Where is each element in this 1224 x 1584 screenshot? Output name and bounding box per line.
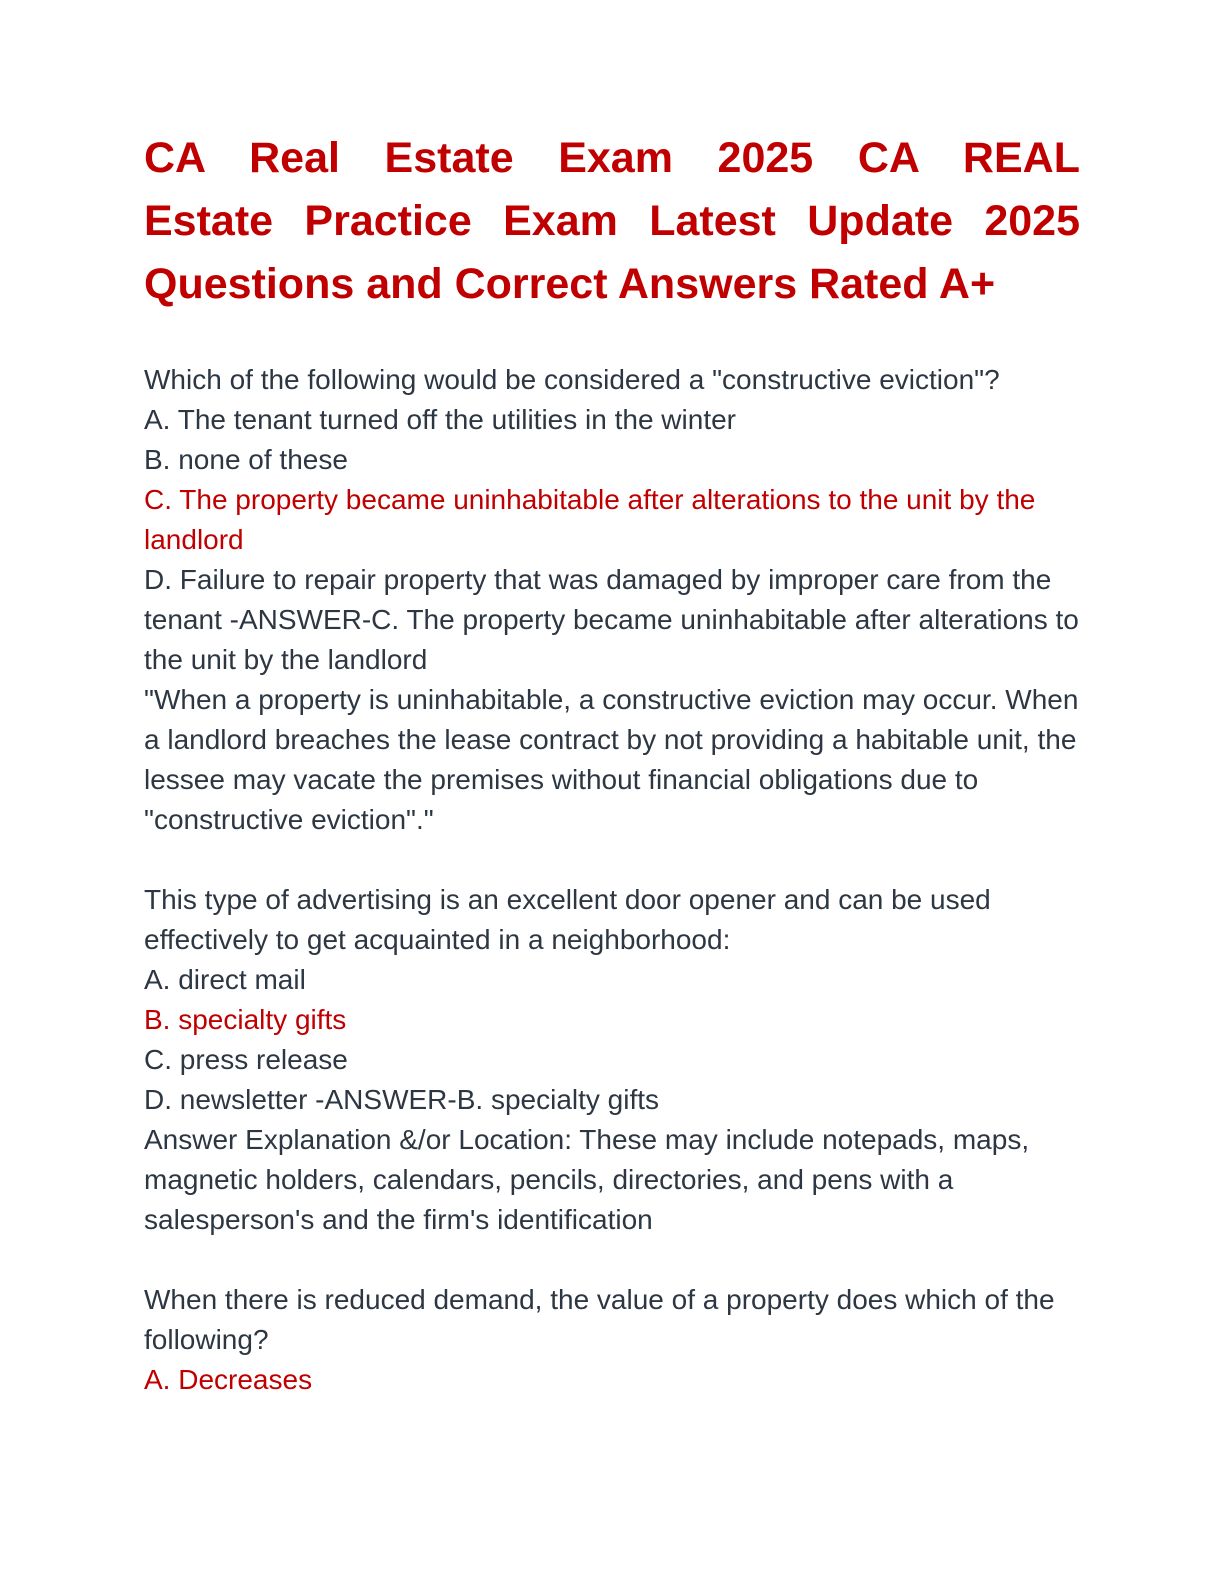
answer-line: B. specialty gifts: [144, 1004, 347, 1035]
question-line: B. none of these: [144, 444, 348, 475]
question-line: C. press release: [144, 1044, 348, 1075]
document-title: [144, 127, 1080, 316]
question-line: D. newsletter -ANSWER-B. specialty gifts: [144, 1084, 660, 1115]
question-line: A. direct mail: [144, 964, 306, 995]
title-line: CA Real Estate Exam 2025 CA REAL: [144, 134, 1080, 182]
question-line: When there is reduced demand, the value of a property does which of the following?: [144, 1284, 1055, 1355]
document-body: [144, 360, 1080, 1400]
question-block: [144, 360, 1080, 840]
question-line: Answer Explanation &/or Location: These may include notepads, maps, magnetic holders, calendars, pencils, directories, and pens with a salesperson's and the firm's identification: [144, 1124, 1030, 1235]
question-line: "When a property is uninhabitable, a constructive eviction may occur. When a landlord breaches the lease contract by not providing a habitable unit, the lessee may vacate the premises without financial obligations due to "constructive eviction".": [144, 684, 1079, 835]
question-line: This type of advertising is an excellent door opener and can be used effectively to get acquainted in a neighborhood:: [144, 884, 991, 955]
answer-line: C. The property became uninhabitable after alterations to the unit by the landlord: [144, 484, 1036, 555]
answer-line: A. Decreases: [144, 1364, 313, 1395]
question-block: [144, 1280, 1080, 1400]
question-line: A. The tenant turned off the utilities in the winter: [144, 404, 736, 435]
title-line: Estate Practice Exam Latest Update 2025: [144, 197, 1080, 245]
title-line: Questions and Correct Answers Rated A+: [144, 260, 996, 308]
question-line: Which of the following would be considered a "constructive eviction"?: [144, 364, 1000, 395]
question-block: [144, 880, 1080, 1240]
question-line: D. Failure to repair property that was damaged by improper care from the tenant -ANSWER-C. The property became uninhabitable after alterations to the unit by the landlord: [144, 564, 1079, 675]
